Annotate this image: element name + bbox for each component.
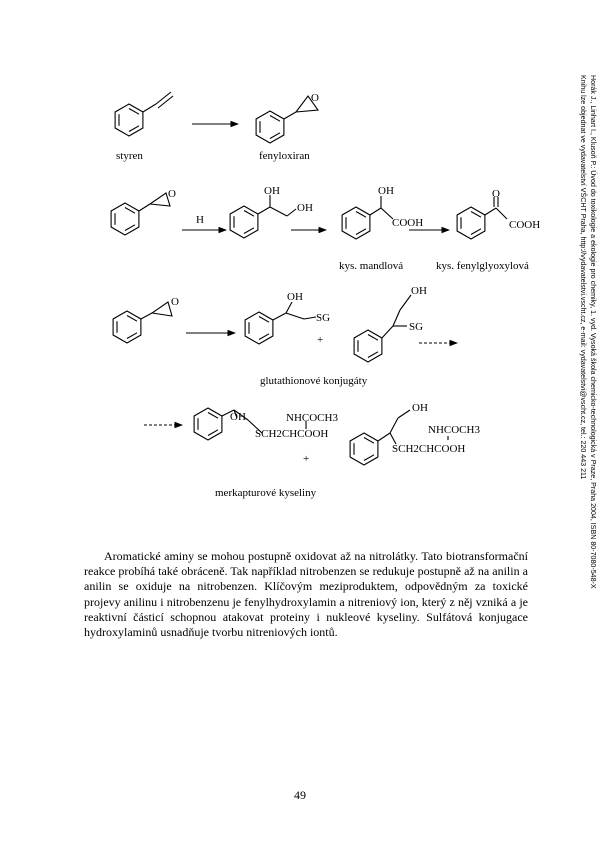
mercapturic-acid-1 xyxy=(194,408,338,440)
glutathione-group: SG xyxy=(316,312,331,324)
label-fenylglyoxylova: kys. fenylglyoxylová xyxy=(436,260,529,272)
phenyloxirane-structure xyxy=(256,92,319,143)
phenyloxirane-structure-2 xyxy=(111,188,176,235)
label-glutathion: glutathionové konjugáty xyxy=(260,375,368,387)
mandelic-acid-structure xyxy=(342,185,423,239)
oxirane-oxygen: O xyxy=(171,296,179,308)
page-number: 49 xyxy=(294,788,306,802)
carboxyl-group: COOH xyxy=(509,219,541,231)
hydroxyl-group: OH xyxy=(287,291,303,303)
phenyloxirane-structure-3 xyxy=(113,296,179,343)
mercapturic-acid-2 xyxy=(350,402,480,465)
label-merkapturove: merkapturové kyseliny xyxy=(215,487,317,499)
hydroxyl-group: OH xyxy=(411,285,427,297)
hydroxyl-group: OH xyxy=(297,202,313,214)
water-label: H xyxy=(196,214,204,226)
citation-line-2: Knihu lze objednat ve vydavatelství VŠCHT Praha, http://vydavatelstvi.vscht.cz, e-mail: vydavatelstvi@vscht.cz, tel.: 220 443 211 xyxy=(579,75,587,480)
label-fenyloxiran: fenyloxiran xyxy=(259,150,310,162)
citation-line-1: Horák J., Linhart I., Klusoň P.: Úvod do toxikologie a ekologie pro chemiky, 1. vyd. Vysoká škola chemicko-technologická v Praze, Praha 2004, ISBN 80-7080-548-X xyxy=(589,75,597,589)
carboxyl-group: COOH xyxy=(392,217,424,229)
side-citation xyxy=(578,75,598,695)
hydroxyl-group: OH xyxy=(230,411,246,423)
body-paragraph: Aromatické aminy se mohou postupně oxidovat až na nitrolátky. Tato biotransformační reakce probíhá také obráceně. Tak například nitrobenzen se redukuje postupně až na anilin a anilin se oxiduje na nitrobenzen. Klíčovým meziproduktem, odpovědným za toxické projevy anilinu i nitrobenzenu je fenylhydroxylamin a nitreniový ion, který z něj vzniká a je reaktivní částicí schopnou atakovat proteiny i nukleové kyseliny. Sulfátová konjugace hydroxylaminů usnadňuje tvorbu nitreniových iontů. xyxy=(84,549,528,640)
plus-sign: + xyxy=(303,453,310,465)
phenylglyoxylic-acid-structure xyxy=(457,188,540,239)
plus-sign: + xyxy=(317,334,324,346)
hydroxyl-group: OH xyxy=(264,185,280,197)
glutathione-group: SG xyxy=(409,321,424,333)
label-mandlova: kys. mandlová xyxy=(339,260,404,272)
oxirane-oxygen: O xyxy=(311,92,319,104)
acetamido-group: NHCOCH3 xyxy=(286,412,338,424)
styrene-structure xyxy=(115,92,173,136)
hydroxyl-group: OH xyxy=(412,402,428,414)
label-styren: styren xyxy=(116,150,143,162)
thioether-chain: SCH2CHCOOH xyxy=(255,428,329,440)
hydroxyl-group: OH xyxy=(378,185,394,197)
oxirane-oxygen: O xyxy=(168,188,176,200)
carbonyl-oxygen: O xyxy=(492,188,500,200)
acetamido-group: NHCOCH3 xyxy=(428,424,480,436)
thioether-chain: SCH2CHCOOH xyxy=(392,443,466,455)
glutathione-conjugate-2 xyxy=(354,285,427,362)
